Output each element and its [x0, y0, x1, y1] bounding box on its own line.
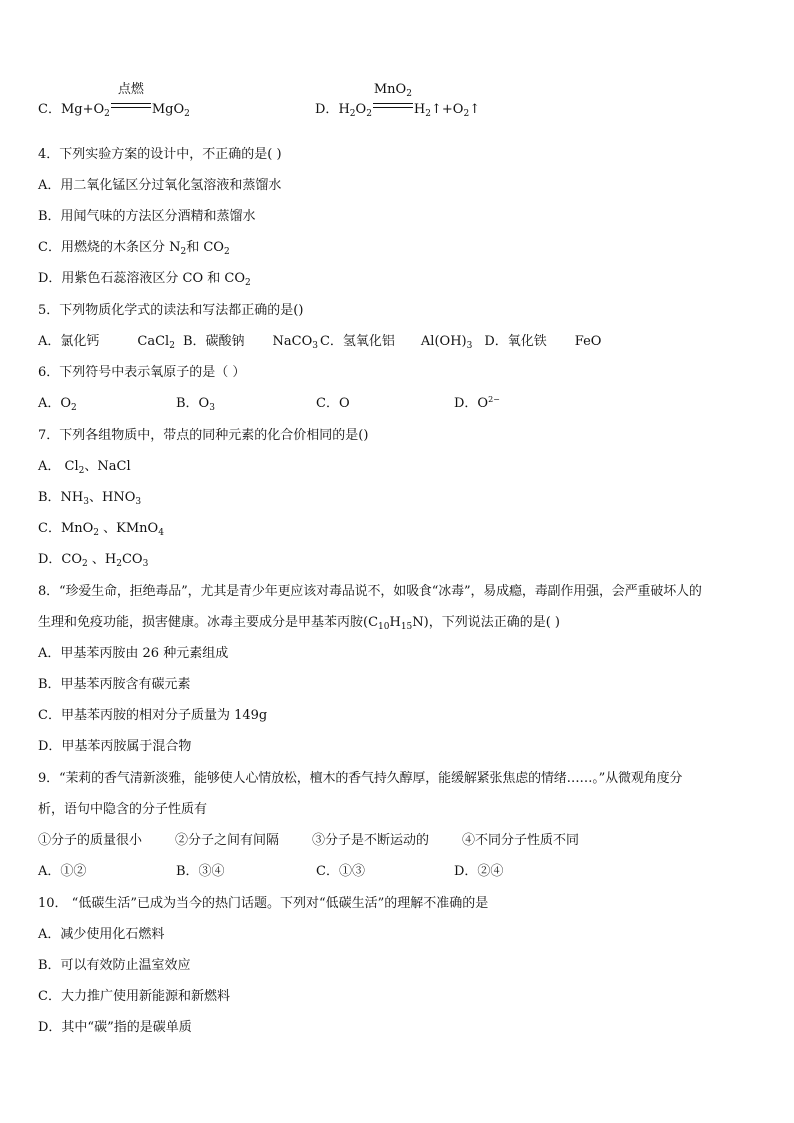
q9-option-d: D．②④: [454, 864, 504, 879]
q6-option-d: D．$O^{2-}$: [454, 395, 500, 411]
q4-option-a: A．用二氧化锰区分过氧化氢溶液和蒸馏水: [38, 178, 282, 193]
q7-stem: 7．下列各组物质中，带点的同种元素的化合价相同的是(): [38, 428, 369, 443]
q3-option-c-line: [38, 82, 190, 119]
q4-option-d: D．用紫色石蕊溶液区分 CO 和 $CO_2$: [38, 271, 251, 288]
q5-stem: 5．下列物质化学式的读法和写法都正确的是(): [38, 303, 304, 318]
q8-option-b: B．甲基苯丙胺含有碳元素: [38, 677, 191, 692]
q6-option-a: A．$O_2$: [38, 396, 77, 413]
q6-stem: 6．下列符号中表示氧原子的是（ ）: [38, 365, 246, 380]
q8-option-c: C．甲基苯丙胺的相对分子质量为 149g: [38, 708, 268, 723]
q10-option-b: B．可以有效防止温室效应: [38, 958, 191, 973]
q4-option-c: C．用燃烧的木条区分 $N_2$和 $CO_2$: [38, 240, 230, 257]
q10-stem: 10． “低碳生活”已成为当今的热门话题。下列对“低碳生活”的理解不准确的是: [38, 896, 489, 911]
q9-stem-line-2: 析，语句中隐含的分子性质有: [38, 802, 208, 817]
q5-option-d: D．氧化铁 FeO: [484, 334, 602, 349]
q9-statements: [38, 833, 579, 849]
reaction-condition-arrow: 点燃: [111, 99, 151, 111]
q6-option-c: C．O: [316, 396, 350, 411]
q9-stem-line-1: 9．“茉莉的香气清新淡雅，能够使人心情放松，檀木的香气持久醇厚，能缓解紧张焦虑的情绪……。”从微观角度分: [38, 771, 683, 786]
q8-option-a: A．甲基苯丙胺由 26 种元素组成: [38, 646, 229, 661]
q9-statement-3: ③分子是不断运动的: [312, 833, 430, 848]
q10-option-a: A．减少使用化石燃料: [38, 927, 165, 942]
q8-stem-line-2: 生理和免疫功能，损害健康。冰毒主要成分是甲基苯丙胺$(C_{10}H_{15}N)$，下列说法正确的是( ): [38, 615, 561, 632]
q6-options: [38, 396, 500, 412]
q3-option-d: D．$H_2O_2$ MnO$_2$ $H_2↑+O_2↑$: [315, 82, 481, 119]
q8-option-d: D．甲基苯丙胺属于混合物: [38, 739, 192, 754]
q5-options: [38, 334, 601, 350]
q3-option-d-line: [315, 82, 481, 119]
q8-stem-line-1: 8．“珍爱生命，拒绝毒品”，尤其是青少年更应该对毒品说不，如吸食“冰毒”，易成瘾，毒副作用强，会严重破坏人的: [38, 584, 702, 599]
q10-option-d: D．其中“碳”指的是碳单质: [38, 1020, 192, 1035]
q7-option-a: A． $Cl_2$、NaCl: [38, 459, 131, 476]
q9-option-c: C．①③: [316, 864, 365, 879]
q10-option-c: C．大力推广使用新能源和新燃料: [38, 989, 230, 1004]
q7-option-b: B．$NH_3$、$HNO_3$: [38, 490, 142, 507]
q4-option-b: B．用闻气味的方法区分酒精和蒸馏水: [38, 209, 256, 224]
reaction-condition-arrow: MnO$_2$: [373, 99, 413, 111]
q7-option-d: D．$CO_2$ 、$H_2CO_3$: [38, 552, 149, 569]
q9-option-b: B．③④: [176, 864, 225, 879]
q3-option-c: C．$Mg+O_2$ 点燃 MgO$_2$: [38, 82, 190, 119]
q6-option-b: B．$O_3$: [176, 396, 215, 413]
q9-options: [38, 864, 503, 880]
q5-option-a: A．氯化钙 CaCl$_2$: [38, 334, 175, 351]
q5-option-c: C．氢氧化铝 $Al(OH)_3$: [319, 334, 473, 351]
q9-statement-2: ②分子之间有间隔: [175, 833, 280, 848]
q9-option-a: A．①②: [38, 864, 87, 879]
q5-option-b: B．碳酸钠 NaCO$_3$: [182, 334, 318, 351]
q9-statement-4: ④不同分子性质不同: [462, 833, 580, 848]
q9-statement-1: ①分子的质量很小: [38, 833, 143, 848]
q7-option-c: C．MnO$_2$ 、KMnO$_4$: [38, 521, 164, 538]
q4-stem: 4．下列实验方案的设计中，不正确的是( ): [38, 147, 282, 162]
